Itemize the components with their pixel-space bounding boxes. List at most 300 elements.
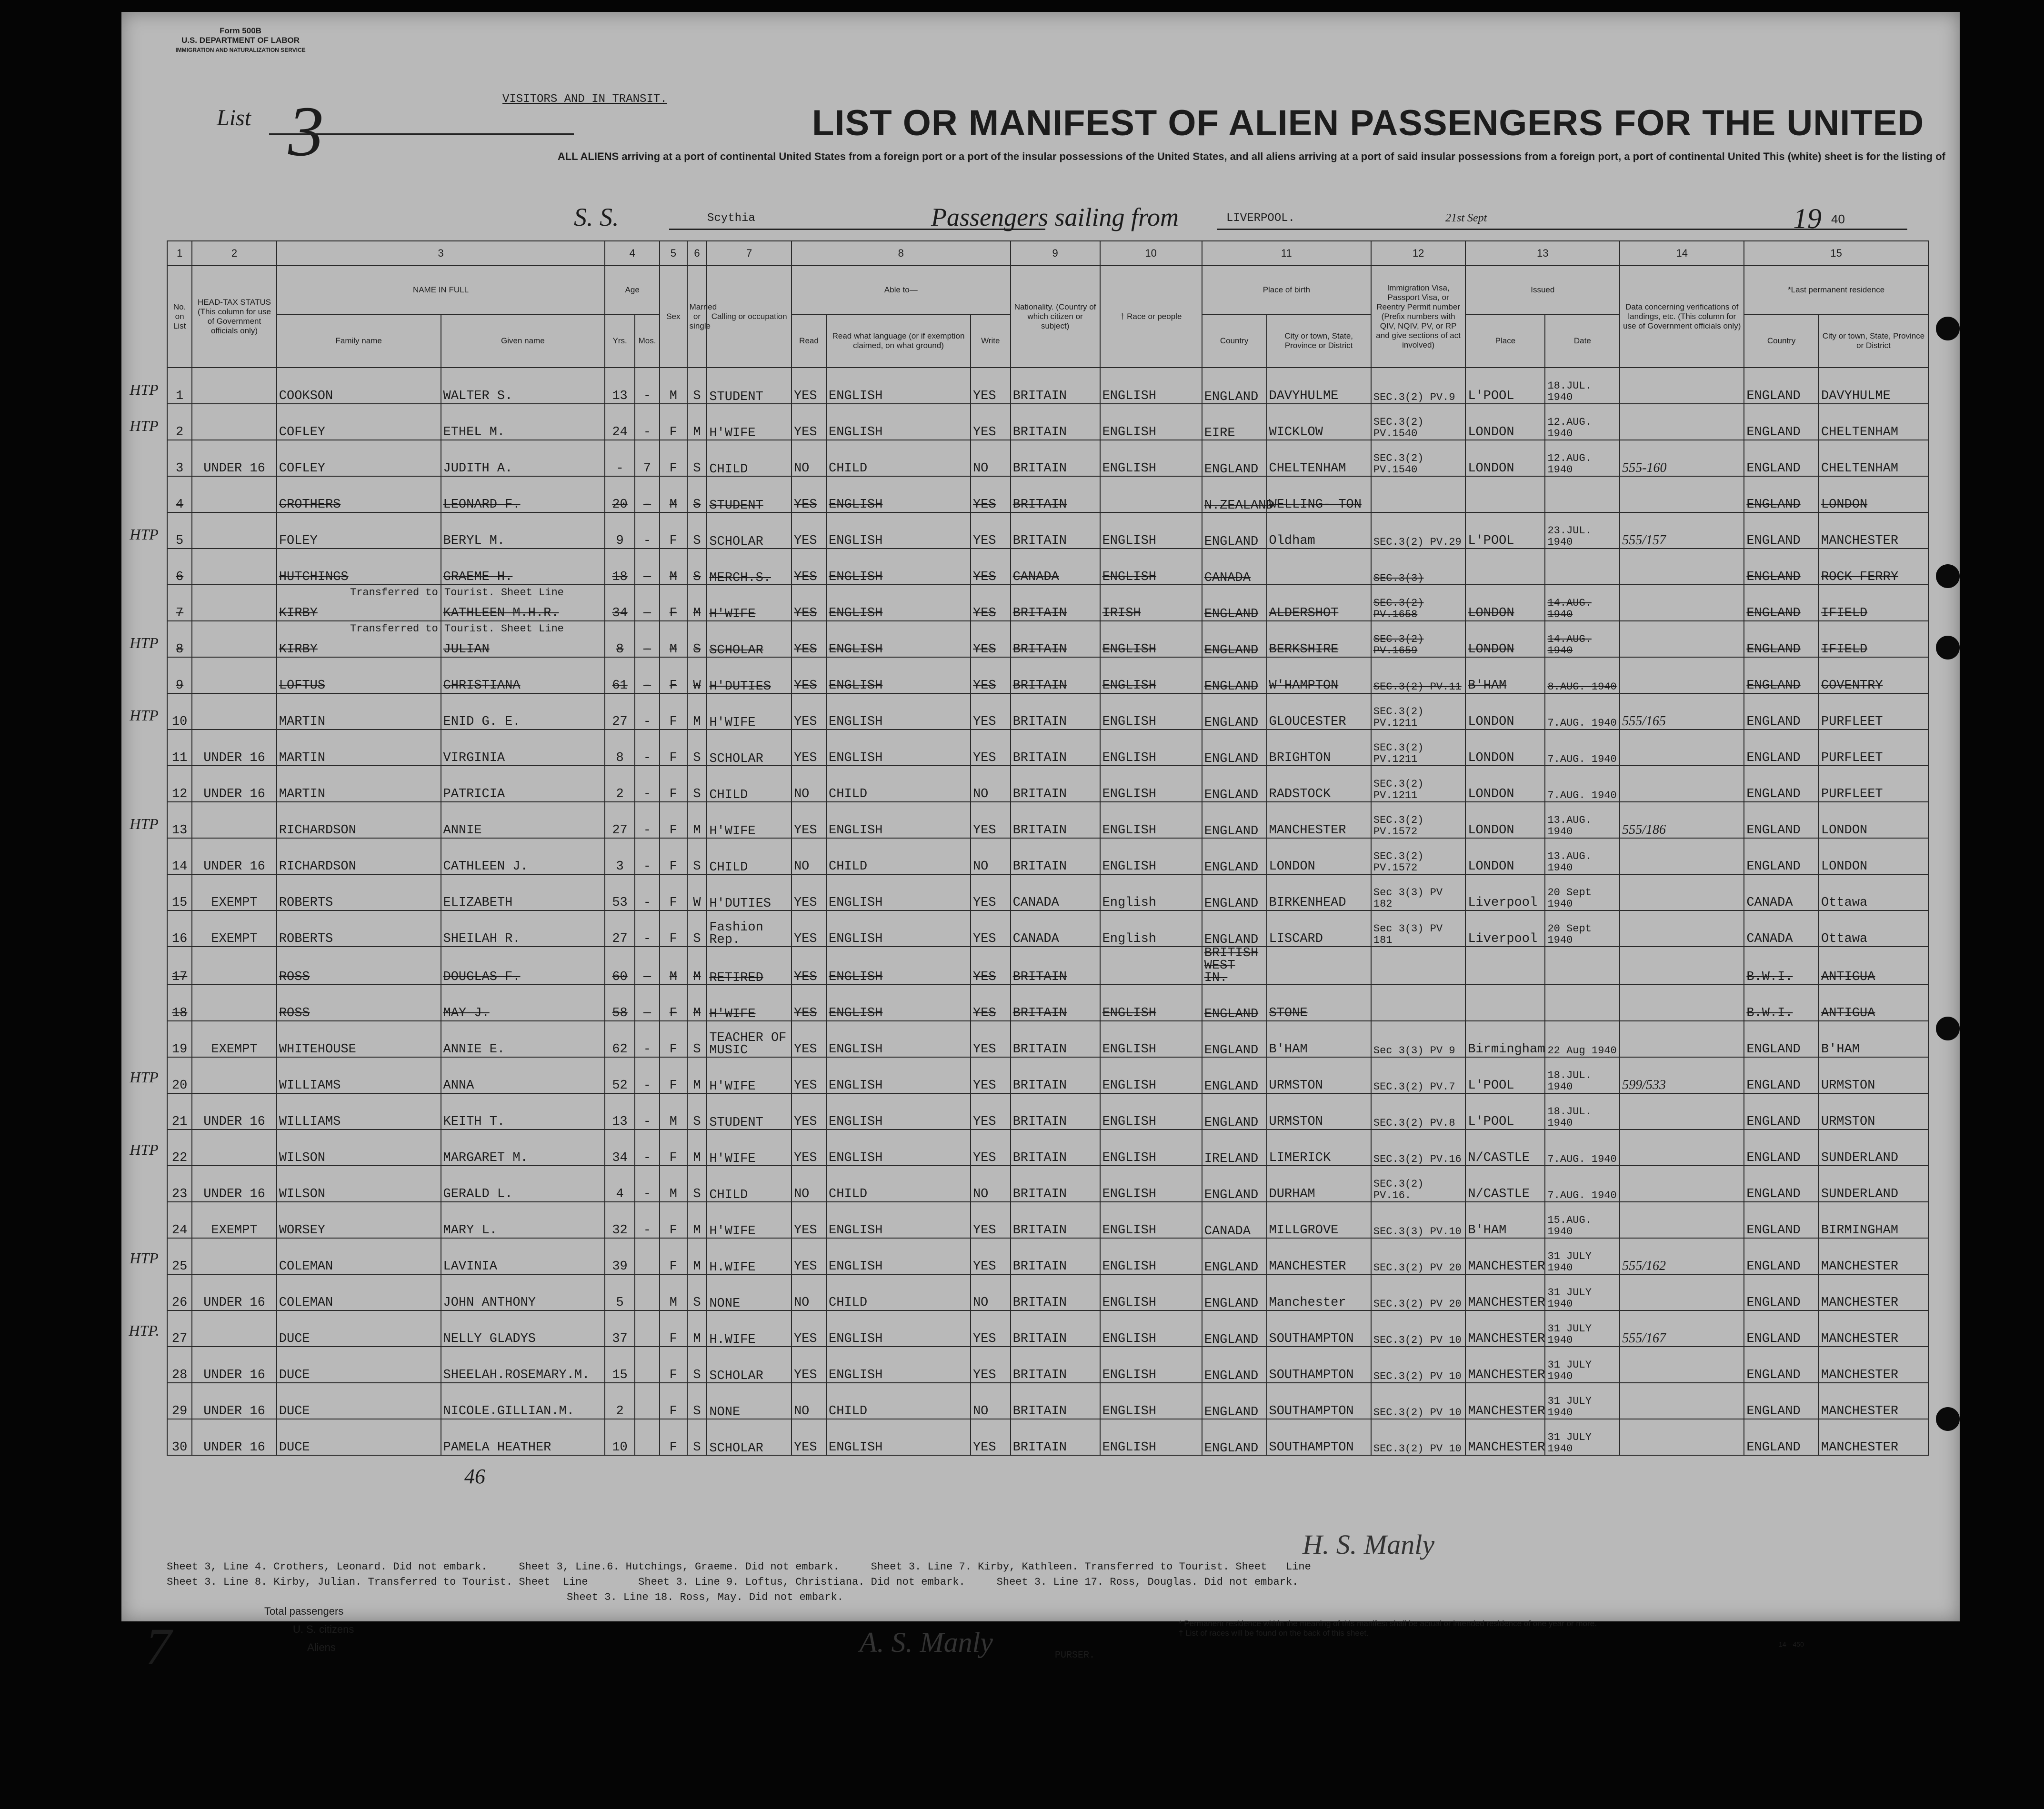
family-name: WILSON (277, 1129, 441, 1166)
age-years: 5 (605, 1274, 635, 1310)
colnum-1: 1 (167, 241, 192, 266)
issued-date: 31 JULY 1940 (1545, 1310, 1620, 1347)
can-read: YES (792, 730, 826, 766)
occupation: TEACHER OF MUSIC (707, 1021, 792, 1057)
can-read: YES (792, 1021, 826, 1057)
given-name: JUDITH A. (441, 440, 605, 476)
age-months (635, 1310, 660, 1347)
list-underline (269, 133, 574, 135)
marital-status: W (687, 657, 707, 693)
colnum-3: 3 (277, 241, 605, 266)
table-row (167, 657, 1928, 693)
birth-country: ENGLAND (1202, 1093, 1267, 1129)
table-row (167, 1166, 1928, 1202)
row-number: 15 (167, 874, 192, 910)
visa-number: SEC.3(2) PV 10 (1371, 1383, 1465, 1419)
sex: F (660, 693, 687, 730)
given-name: CATHLEEN J. (441, 838, 605, 874)
handwritten-seven: 7 (145, 1618, 171, 1676)
age-months: - (635, 1093, 660, 1129)
race: ENGLISH (1100, 1021, 1202, 1057)
issued-date: 18.JUL. 1940 (1545, 368, 1620, 404)
verification (1620, 1274, 1744, 1310)
row-number: 7 (167, 585, 192, 621)
race: English (1100, 874, 1202, 910)
age-months: - (635, 512, 660, 549)
verification: 599/533 (1620, 1057, 1744, 1093)
row-number: 25 (167, 1238, 192, 1274)
race: English (1100, 910, 1202, 947)
residence-city: SUNDERLAND (1819, 1129, 1928, 1166)
residence-city: MANCHESTER (1819, 1347, 1928, 1383)
birth-country: ENGLAND (1202, 512, 1267, 549)
punch-hole (1936, 1407, 1960, 1431)
row-number: 3 (167, 440, 192, 476)
given-name: ETHEL M. (441, 404, 605, 440)
page-title: LIST OR MANIFEST OF ALIEN PASSENGERS FOR THE UNITED (812, 103, 1924, 143)
nationality: BRITAIN (1011, 802, 1100, 838)
header-sex: Sex (660, 266, 687, 368)
table-row (167, 512, 1928, 549)
birth-city: LISCARD (1267, 910, 1371, 947)
occupation: H'WIFE (707, 1129, 792, 1166)
table-row (167, 368, 1928, 404)
row-number: 21 (167, 1093, 192, 1129)
age-years: 32 (605, 1202, 635, 1238)
form-code: 14—450 (1779, 1640, 1804, 1648)
marital-status: M (687, 1310, 707, 1347)
nationality: BRITAIN (1011, 766, 1100, 802)
head-tax-status (192, 585, 277, 621)
purser-signature: A. S. Manly (860, 1627, 993, 1658)
family-name: DUCE (277, 1310, 441, 1347)
issued-date: 20 Sept 1940 (1545, 874, 1620, 910)
family-name: ROBERTS (277, 910, 441, 947)
birth-country: ENGLAND (1202, 1310, 1267, 1347)
nationality: BRITAIN (1011, 1419, 1100, 1455)
birth-country: ENGLAND (1202, 440, 1267, 476)
residence-country: CANADA (1744, 910, 1819, 947)
table-row (167, 1310, 1928, 1347)
manifest-sheet (121, 12, 1960, 1676)
family-name: RICHARDSON (277, 802, 441, 838)
year-prefix: 19 (1793, 203, 1822, 234)
row-number: 30 (167, 1419, 192, 1455)
head-tax-status (192, 693, 277, 730)
colnum-15: 15 (1744, 241, 1928, 266)
birth-country: ENGLAND (1202, 1057, 1267, 1093)
birth-country: ENGLAND (1202, 621, 1267, 657)
issued-date: 14.AUG. 1940 (1545, 585, 1620, 621)
table-row (167, 1129, 1928, 1166)
read-language: ENGLISH (826, 1419, 971, 1455)
handwritten-signature-right: H. S. Manly (1303, 1529, 1435, 1560)
read-language: CHILD (826, 766, 971, 802)
race: IRISH (1100, 585, 1202, 621)
birth-country: ENGLAND (1202, 1021, 1267, 1057)
residence-country: B.W.I. (1744, 947, 1819, 985)
issued-date: 23.JUL. 1940 (1545, 512, 1620, 549)
verification: 555/162 (1620, 1238, 1744, 1274)
header-issued: Issued (1465, 266, 1620, 314)
residence-country: ENGLAND (1744, 1202, 1819, 1238)
birth-country: ENGLAND (1202, 585, 1267, 621)
age-years: 60 (605, 947, 635, 985)
residence-city: MANCHESTER (1819, 1310, 1928, 1347)
birth-city: DAVYHULME (1267, 368, 1371, 404)
can-write: YES (971, 947, 1011, 985)
can-read: YES (792, 1129, 826, 1166)
head-tax-status: UNDER 16 (192, 1274, 277, 1310)
visa-number: Sec 3(3) PV 181 (1371, 910, 1465, 947)
nationality: CANADA (1011, 874, 1100, 910)
nationality: BRITAIN (1011, 1129, 1100, 1166)
can-write: NO (971, 1383, 1011, 1419)
residence-country: ENGLAND (1744, 440, 1819, 476)
colnum-5: 5 (660, 241, 687, 266)
residence-city: COVENTRY (1819, 657, 1928, 693)
table-row (167, 1347, 1928, 1383)
can-write: NO (971, 440, 1011, 476)
issued-place: LONDON (1465, 802, 1545, 838)
age-months (635, 1238, 660, 1274)
age-years: 34 (605, 585, 635, 621)
head-tax-status (192, 621, 277, 657)
header-family-name: Family name (277, 314, 441, 368)
sex: F (660, 802, 687, 838)
row-number: 23 (167, 1166, 192, 1202)
read-language: ENGLISH (826, 874, 971, 910)
read-language: ENGLISH (826, 947, 971, 985)
can-read: YES (792, 404, 826, 440)
race: ENGLISH (1100, 440, 1202, 476)
can-read: YES (792, 1310, 826, 1347)
marital-status: S (687, 1093, 707, 1129)
birth-country: ENGLAND (1202, 1238, 1267, 1274)
issued-place: LONDON (1465, 766, 1545, 802)
sex: F (660, 1057, 687, 1093)
residence-country: ENGLAND (1744, 693, 1819, 730)
row-number: 10 (167, 693, 192, 730)
can-write: YES (971, 1129, 1011, 1166)
read-language: ENGLISH (826, 1021, 971, 1057)
birth-country: IRELAND (1202, 1129, 1267, 1166)
form-number: Form 500B (220, 26, 261, 35)
birth-city: RADSTOCK (1267, 766, 1371, 802)
sex: M (660, 621, 687, 657)
birth-city: SOUTHAMPTON (1267, 1347, 1371, 1383)
age-years: 39 (605, 1238, 635, 1274)
race: ENGLISH (1100, 802, 1202, 838)
table-row (167, 730, 1928, 766)
marital-status: S (687, 910, 707, 947)
can-write: YES (971, 476, 1011, 512)
residence-country: ENGLAND (1744, 621, 1819, 657)
head-tax-status: UNDER 16 (192, 766, 277, 802)
age-years: 4 (605, 1166, 635, 1202)
read-language: ENGLISH (826, 368, 971, 404)
birth-country: ENGLAND (1202, 1274, 1267, 1310)
age-years: 24 (605, 404, 635, 440)
given-name: MAY J. (441, 985, 605, 1021)
issued-place: MANCHESTER (1465, 1383, 1545, 1419)
colnum-2: 2 (192, 241, 277, 266)
verification: 555/167 (1620, 1310, 1744, 1347)
age-years: - (605, 440, 635, 476)
issued-place (1465, 549, 1545, 585)
can-write: YES (971, 693, 1011, 730)
race: ENGLISH (1100, 1129, 1202, 1166)
occupation: STUDENT (707, 1093, 792, 1129)
issued-place: Birmingham (1465, 1021, 1545, 1057)
colnum-8: 8 (792, 241, 1011, 266)
residence-city: CHELTENHAM (1819, 440, 1928, 476)
sex: F (660, 985, 687, 1021)
can-read: NO (792, 440, 826, 476)
residence-country: ENGLAND (1744, 512, 1819, 549)
nationality: BRITAIN (1011, 512, 1100, 549)
issued-place: LONDON (1465, 693, 1545, 730)
age-months: - (635, 874, 660, 910)
occupation: H'WIFE (707, 693, 792, 730)
family-name: ROSS (277, 947, 441, 985)
head-tax-status: UNDER 16 (192, 1347, 277, 1383)
can-write: YES (971, 985, 1011, 1021)
verification (1620, 1021, 1744, 1057)
issued-place (1465, 476, 1545, 512)
residence-city: DAVYHULME (1819, 368, 1928, 404)
occupation: MERCH.S. (707, 549, 792, 585)
race (1100, 476, 1202, 512)
residence-city: IFIELD (1819, 621, 1928, 657)
table-row (167, 1238, 1928, 1274)
occupation: NONE (707, 1274, 792, 1310)
occupation: H.WIFE (707, 1238, 792, 1274)
visa-number: SEC.3(2) PV 10 (1371, 1310, 1465, 1347)
can-write: YES (971, 1347, 1011, 1383)
read-language: ENGLISH (826, 1202, 971, 1238)
form-header-block (167, 26, 314, 55)
issued-date: 12.AUG. 1940 (1545, 440, 1620, 476)
residence-city: PURFLEET (1819, 766, 1928, 802)
verification: 555/186 (1620, 802, 1744, 838)
verification (1620, 910, 1744, 947)
can-write: YES (971, 1202, 1011, 1238)
race: ENGLISH (1100, 368, 1202, 404)
issued-place (1465, 985, 1545, 1021)
age-months: - (635, 910, 660, 947)
header-nationality: Nationality. (Country of which citizen or subject) (1011, 266, 1100, 368)
verification (1620, 404, 1744, 440)
birth-city: BRIGHTON (1267, 730, 1371, 766)
occupation: H.WIFE (707, 1310, 792, 1347)
read-language: CHILD (826, 1383, 971, 1419)
table-row (167, 404, 1928, 440)
verification (1620, 657, 1744, 693)
issued-place (1465, 947, 1545, 985)
given-name: ANNA (441, 1057, 605, 1093)
nationality: BRITAIN (1011, 1238, 1100, 1274)
residence-country: ENGLAND (1744, 766, 1819, 802)
age-months (635, 1383, 660, 1419)
table-row (167, 1274, 1928, 1310)
visa-number: Sec 3(3) PV 9 (1371, 1021, 1465, 1057)
read-language: ENGLISH (826, 910, 971, 947)
given-name: WALTER S. (441, 368, 605, 404)
header-residence-country: Country (1744, 314, 1819, 368)
visa-number: SEC.3(2) PV.1658 (1371, 585, 1465, 621)
row-number: 29 (167, 1383, 192, 1419)
issued-date: 12.AUG. 1940 (1545, 404, 1620, 440)
birth-city: BIRKENHEAD (1267, 874, 1371, 910)
family-name: WORSEY (277, 1202, 441, 1238)
read-language: ENGLISH (826, 404, 971, 440)
age-years: 2 (605, 766, 635, 802)
residence-country: ENGLAND (1744, 1166, 1819, 1202)
marital-status: W (687, 874, 707, 910)
sex: F (660, 1347, 687, 1383)
sex: F (660, 404, 687, 440)
footer-notes (167, 1559, 1953, 1605)
race: ENGLISH (1100, 1238, 1202, 1274)
marital-status: M (687, 985, 707, 1021)
race: ENGLISH (1100, 766, 1202, 802)
footer-note-1: Sheet 3, Line 4. Crothers, Leonard. Did not embark. Sheet 3, Line.6. Hutchings, Graeme. Did not embark. Sheet 3. Line 7. Kirby, Kathleen. Transferred to Tourist. Sheet Line (167, 1561, 1311, 1573)
can-read: YES (792, 1238, 826, 1274)
head-tax-status (192, 549, 277, 585)
head-tax-status: UNDER 16 (192, 1166, 277, 1202)
can-write: NO (971, 1274, 1011, 1310)
given-name: ENID G. E. (441, 693, 605, 730)
given-name: LAVINIA (441, 1238, 605, 1274)
read-language: ENGLISH (826, 1093, 971, 1129)
sex: F (660, 1238, 687, 1274)
residence-city: PURFLEET (1819, 693, 1928, 730)
residence-country: ENGLAND (1744, 802, 1819, 838)
issued-date: 31 JULY 1940 (1545, 1274, 1620, 1310)
family-name: CROTHERS (277, 476, 441, 512)
race: ENGLISH (1100, 1347, 1202, 1383)
occupation: CHILD (707, 440, 792, 476)
given-name: VIRGINIA (441, 730, 605, 766)
sex: M (660, 368, 687, 404)
visa-number: SEC.3(2) PV.1540 (1371, 404, 1465, 440)
can-write: YES (971, 802, 1011, 838)
age-months: - (635, 838, 660, 874)
occupation: H'DUTIES (707, 657, 792, 693)
verification: 555-160 (1620, 440, 1744, 476)
verification (1620, 1347, 1744, 1383)
can-write: YES (971, 1310, 1011, 1347)
row-number: 20 (167, 1057, 192, 1093)
family-name: ROBERTS (277, 874, 441, 910)
can-read: YES (792, 657, 826, 693)
given-name: SHEELAH.ROSEMARY.M. (441, 1347, 605, 1383)
birth-country: ENGLAND (1202, 730, 1267, 766)
family-name: HUTCHINGS (277, 549, 441, 585)
nationality: BRITAIN (1011, 730, 1100, 766)
given-name: ANNIE E. (441, 1021, 605, 1057)
marital-status: M (687, 693, 707, 730)
nationality: BRITAIN (1011, 1202, 1100, 1238)
visa-number: SEC.3(2) PV.1540 (1371, 440, 1465, 476)
occupation: RETIRED (707, 947, 792, 985)
race: ENGLISH (1100, 1202, 1202, 1238)
head-tax-status: UNDER 16 (192, 1383, 277, 1419)
margin-htp-mark: HTP. (129, 1322, 160, 1339)
can-read: NO (792, 1274, 826, 1310)
can-write: YES (971, 404, 1011, 440)
marital-status: S (687, 1419, 707, 1455)
age-years: 27 (605, 693, 635, 730)
aliens-label: Aliens (307, 1641, 336, 1653)
head-tax-status (192, 985, 277, 1021)
birth-city: LIMERICK (1267, 1129, 1371, 1166)
age-years: 27 (605, 910, 635, 947)
birth-country: N.ZEALAND (1202, 476, 1267, 512)
issued-place: LONDON (1465, 621, 1545, 657)
nationality: BRITAIN (1011, 947, 1100, 985)
issued-place: Liverpool (1465, 874, 1545, 910)
can-write: YES (971, 1419, 1011, 1455)
marital-status: S (687, 1274, 707, 1310)
birth-city: BERKSHIRE (1267, 621, 1371, 657)
read-language: ENGLISH (826, 802, 971, 838)
birth-country: CANADA (1202, 1202, 1267, 1238)
stray-number: 46 (464, 1465, 485, 1488)
marital-status: S (687, 476, 707, 512)
header-read-language: Read what language (or if exemption claimed, on what ground) (826, 314, 971, 368)
row-number: 24 (167, 1202, 192, 1238)
birth-country: ENGLAND (1202, 985, 1267, 1021)
residence-country: ENGLAND (1744, 404, 1819, 440)
head-tax-status: UNDER 16 (192, 1419, 277, 1455)
issued-place: N/CASTLE (1465, 1129, 1545, 1166)
residence-city: ANTIGUA (1819, 947, 1928, 985)
read-language: CHILD (826, 1166, 971, 1202)
margin-htp-mark: HTP (130, 707, 159, 724)
visa-number: SEC.3(3) (1371, 549, 1465, 585)
residence-city: Ottawa (1819, 874, 1928, 910)
can-read: YES (792, 874, 826, 910)
row-number: 17 (167, 947, 192, 985)
ss-label: S. S. (574, 203, 619, 231)
punch-hole (1936, 1017, 1960, 1040)
colnum-6: 6 (687, 241, 707, 266)
birth-city: SOUTHAMPTON (1267, 1383, 1371, 1419)
read-language: ENGLISH (826, 657, 971, 693)
age-years: 15 (605, 1347, 635, 1383)
issued-date: 31 JULY 1940 (1545, 1347, 1620, 1383)
age-years: 18 (605, 549, 635, 585)
head-tax-status (192, 1057, 277, 1093)
verification (1620, 585, 1744, 621)
given-name: GRAEME H. (441, 549, 605, 585)
visa-number: Sec 3(3) PV 182 (1371, 874, 1465, 910)
sex: F (660, 1021, 687, 1057)
birth-city: Manchester (1267, 1274, 1371, 1310)
race: ENGLISH (1100, 549, 1202, 585)
head-tax-status (192, 1310, 277, 1347)
residence-country: ENGLAND (1744, 1347, 1819, 1383)
table-row (167, 1202, 1928, 1238)
can-read: YES (792, 1347, 826, 1383)
birth-city: CHELTENHAM (1267, 440, 1371, 476)
birth-country: ENGLAND (1202, 766, 1267, 802)
birth-country: ENGLAND (1202, 693, 1267, 730)
read-language: ENGLISH (826, 693, 971, 730)
issued-place: Liverpool (1465, 910, 1545, 947)
